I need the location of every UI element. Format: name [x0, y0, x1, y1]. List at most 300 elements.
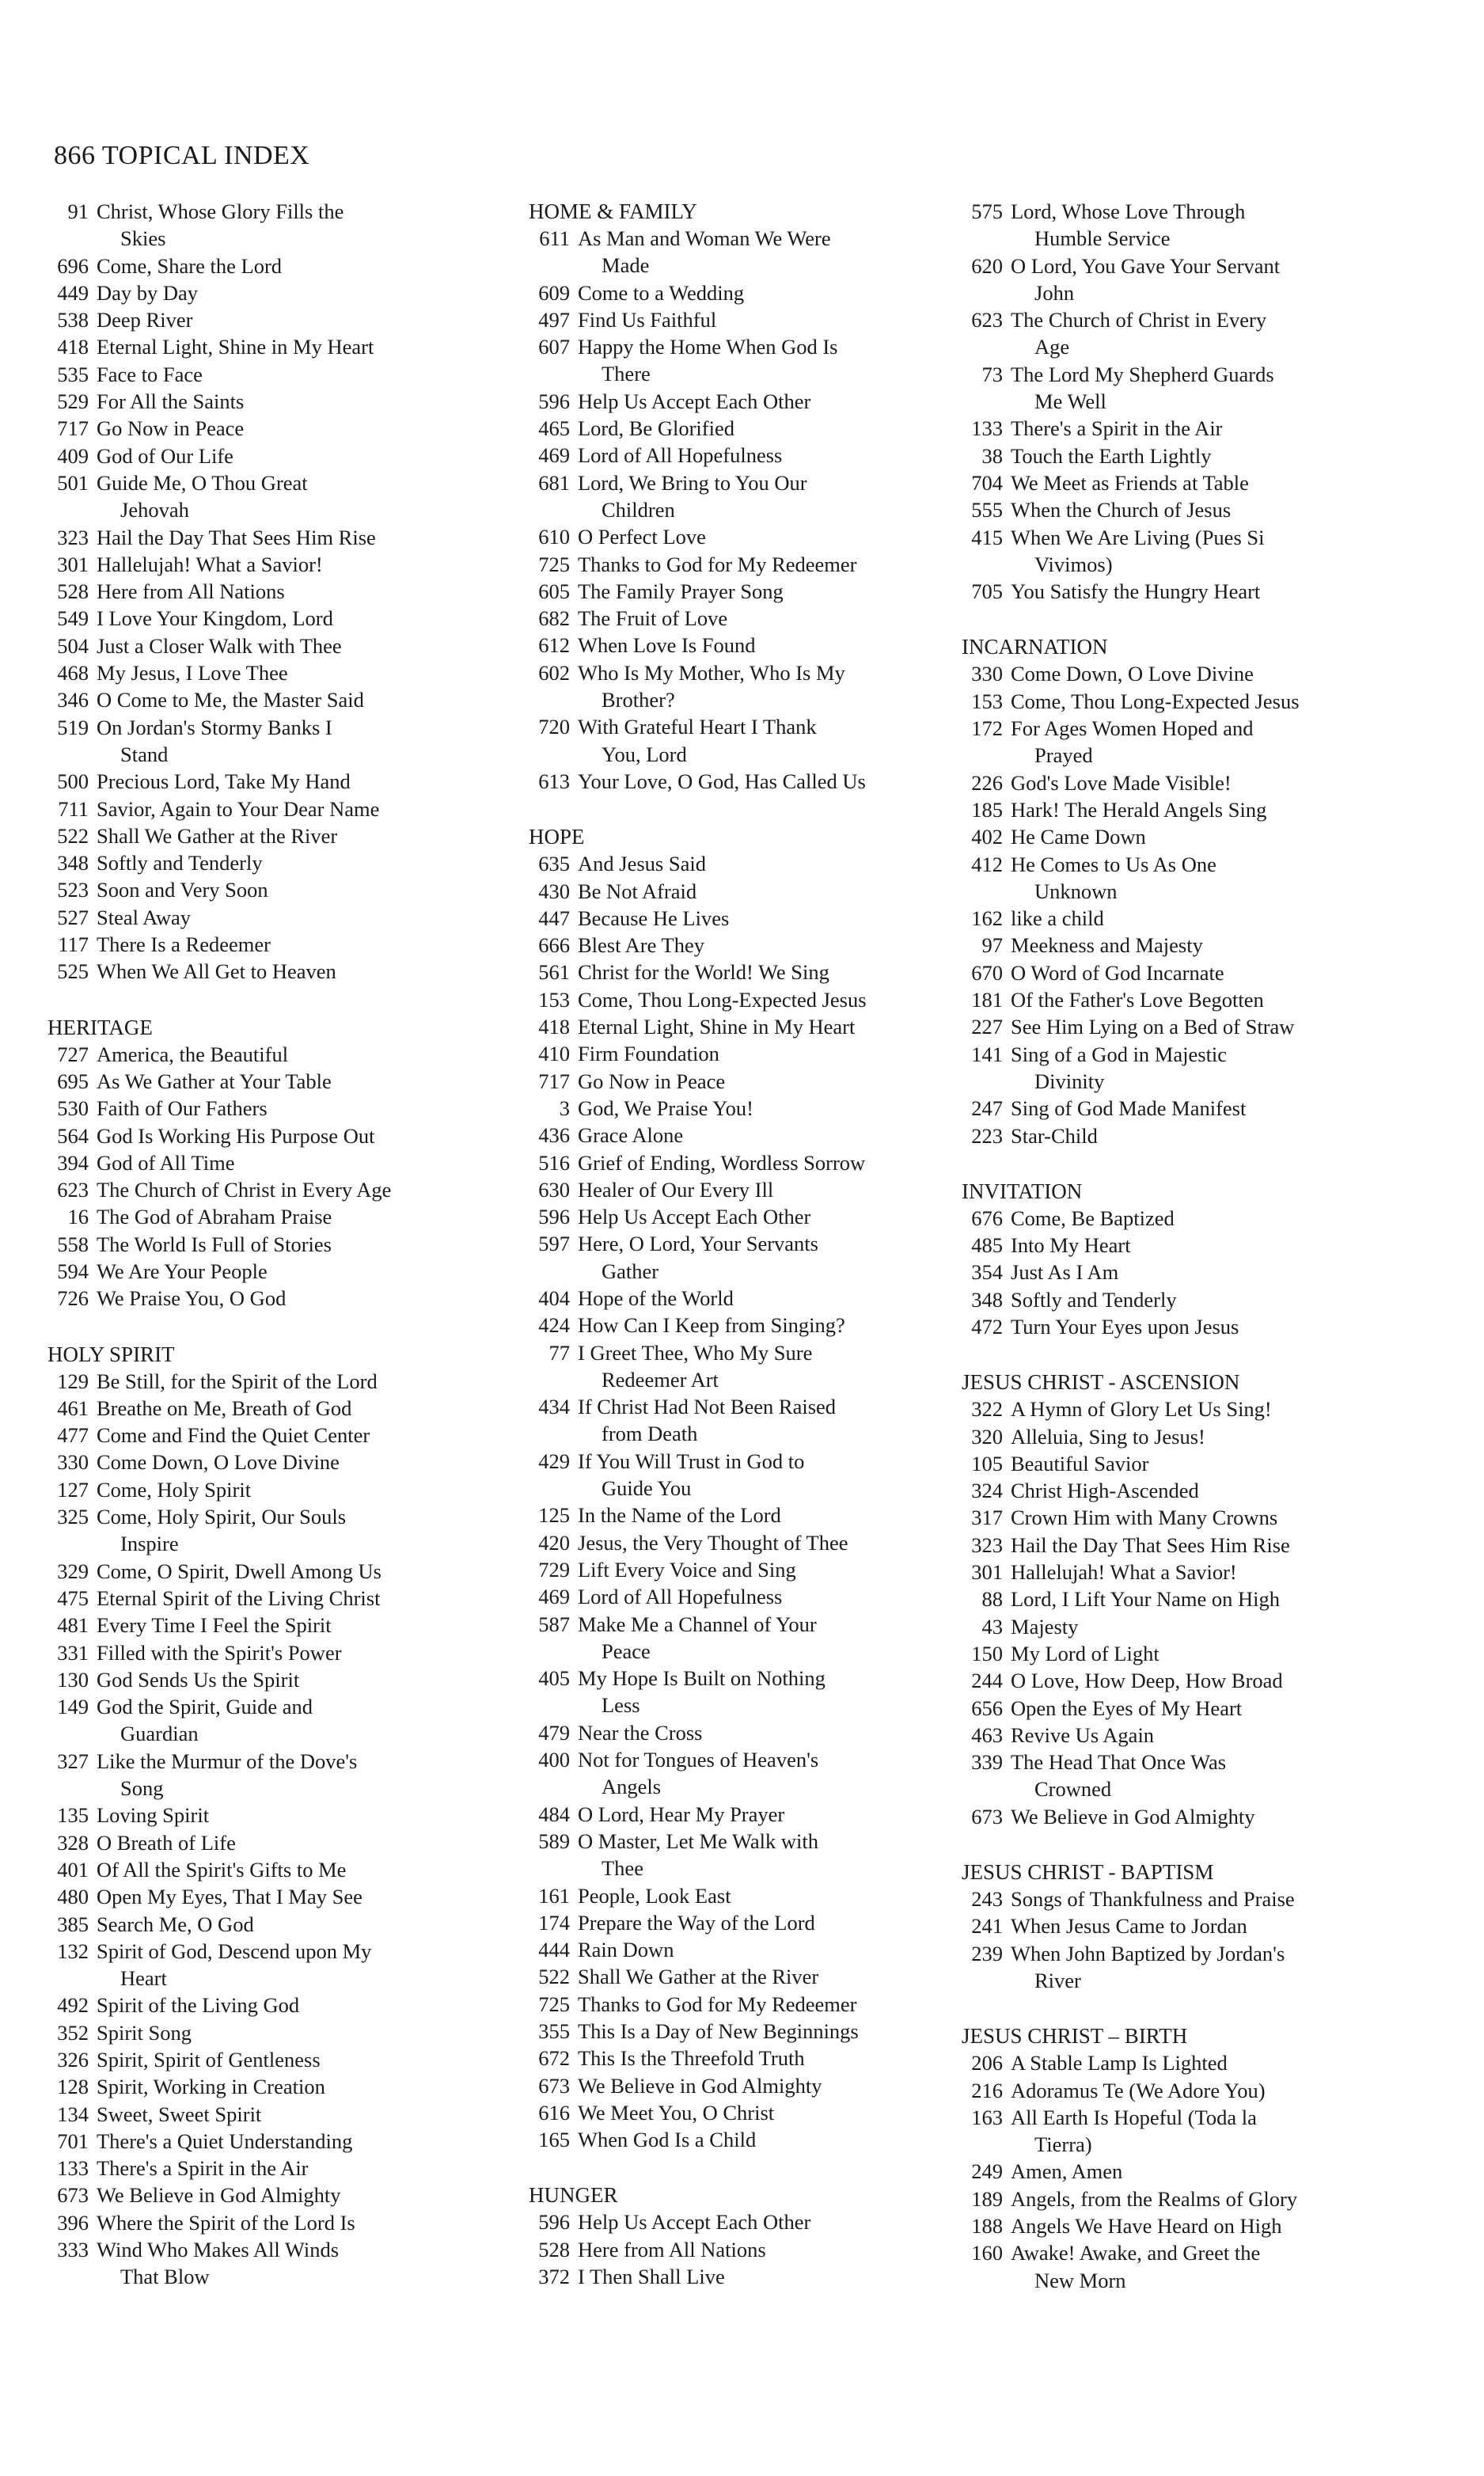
index-entry [962, 1504, 1405, 1531]
page-header [54, 141, 309, 171]
index-section [529, 823, 972, 2153]
index-entry [962, 1695, 1405, 1722]
hymn-title [1011, 905, 1405, 932]
hymn-number: 725 [538, 552, 570, 576]
hymn-number: 704 [971, 470, 1003, 495]
index-entry [529, 1122, 972, 1149]
index-entry [962, 2185, 1405, 2212]
hymn-title-line: Healer of Our Every Ill [578, 1177, 774, 1202]
hymn-title-line: Help Us Accept Each Other [578, 1205, 811, 1229]
hymn-title-line: Meekness and Majesty [1011, 933, 1203, 958]
hymn-title-continuation: Humble Service [1034, 226, 1171, 251]
hymn-title-continuation: Crowned [1034, 1777, 1112, 1802]
hymn-title [578, 1556, 972, 1583]
index-entry [962, 1585, 1405, 1612]
hymn-title-line: Spirit, Spirit of Gentleness [97, 2048, 321, 2072]
hymn-number: 528 [538, 2237, 570, 2261]
hymn-title-line: Soon and Very Soon [97, 878, 268, 902]
hymn-title [1011, 1013, 1405, 1040]
index-entry [529, 1339, 972, 1394]
hymn-title [578, 523, 972, 550]
hymn-title [1011, 578, 1405, 605]
hymn-title-line: Awake! Awake, and Greet the [1011, 2241, 1261, 2265]
hymn-number: 97 [981, 933, 1003, 958]
index-entry [47, 1829, 491, 1856]
hymn-title [578, 1801, 972, 1828]
hymn-title [578, 578, 972, 605]
hymn-title-line: Revive Us Again [1011, 1722, 1155, 1747]
index-entry [962, 496, 1405, 523]
hymn-number: 323 [971, 1532, 1003, 1557]
index-section [962, 1859, 1405, 1994]
hymn-title-continuation: Brother? [602, 688, 675, 712]
hymn-number: 415 [971, 525, 1003, 549]
hymn-title [578, 2072, 972, 2099]
hymn-title [97, 1203, 491, 1230]
hymn-title-continuation: Peace [602, 1639, 651, 1663]
index-entry [47, 605, 491, 632]
hymn-title-line: Come, Thou Long-Expected Jesus [578, 987, 867, 1012]
hymn-number: 73 [981, 362, 1003, 386]
hymn-number: 594 [57, 1259, 89, 1283]
hymn-title-line: Sing of a God in Majestic [1011, 1042, 1228, 1066]
hymn-title-line: Deep River [97, 308, 193, 332]
index-section [962, 1178, 1405, 1340]
hymn-title [1011, 715, 1405, 769]
hymn-title [97, 578, 491, 605]
hymn-title [97, 931, 491, 958]
hymn-number: 329 [57, 1559, 89, 1583]
hymn-title-line: God of All Time [97, 1150, 235, 1175]
index-entry [529, 442, 972, 469]
hymn-title-line: The World Is Full of Stories [97, 1232, 332, 1256]
hymn-title-line: Jesus, the Very Thought of Thee [578, 1530, 848, 1555]
hymn-title [97, 632, 491, 659]
index-entry [962, 1013, 1405, 1040]
hymn-number: 424 [538, 1313, 570, 1338]
hymn-number: 656 [971, 1696, 1003, 1720]
hymn-number: 243 [971, 1887, 1003, 1912]
index-entry [47, 524, 491, 551]
index-entry [47, 1612, 491, 1639]
hymn-number: 477 [57, 1423, 89, 1448]
index-entry [47, 1911, 491, 1938]
hymn-title [578, 768, 972, 795]
hymn-title-line: Christ High-Ascended [1011, 1479, 1199, 1503]
hymn-number: 711 [58, 796, 89, 821]
hymn-number: 535 [57, 362, 89, 386]
index-entry [962, 524, 1405, 579]
hymn-title [97, 1911, 491, 1938]
hymn-title-line: Come, Holy Spirit, Our Souls [97, 1505, 347, 1529]
index-entry [529, 1502, 972, 1529]
index-entry [529, 2236, 972, 2263]
index-column-1 [47, 198, 491, 2319]
hymn-title-line: God's Love Made Visible! [1011, 770, 1232, 795]
hymn-number: 153 [971, 689, 1003, 713]
hymn-title [578, 1095, 972, 1122]
hymn-title-line: We Believe in God Almighty [97, 2183, 341, 2208]
index-entry [529, 1801, 972, 1828]
hymn-title [1011, 524, 1405, 579]
hymn-number: 528 [57, 579, 89, 604]
index-entry [962, 1640, 1405, 1667]
hymn-number: 149 [57, 1695, 89, 1719]
hymn-number: 613 [538, 769, 570, 793]
hymn-number: 355 [538, 2019, 570, 2043]
hymn-title [578, 279, 972, 306]
index-section [47, 198, 491, 985]
hymn-number: 492 [57, 1993, 89, 2018]
index-entry [529, 1040, 972, 1067]
index-entry [529, 1963, 972, 1990]
hymn-title [578, 2263, 972, 2290]
hymn-title [1011, 469, 1405, 496]
hymn-title-line: Thanks to God for My Redeemer [578, 1992, 857, 2016]
hymn-title-line: Come, Holy Spirit [97, 1477, 252, 1502]
hymn-title [97, 1558, 491, 1585]
index-entry [962, 1041, 1405, 1096]
hymn-title [1011, 1912, 1405, 1939]
index-entry [529, 1176, 972, 1203]
hymn-title-line: God Is Working His Purpose Out [97, 1123, 375, 1148]
hymn-title [1011, 1286, 1405, 1313]
hymn-number: 484 [538, 1802, 570, 1826]
hymn-number: 479 [538, 1720, 570, 1745]
hymn-title [578, 713, 972, 768]
hymn-number: 611 [539, 226, 570, 250]
hymn-title-continuation: Tierra) [1034, 2132, 1092, 2157]
hymn-title-line: Lord, Whose Love Through [1011, 199, 1246, 223]
hymn-title-continuation: Prayed [1034, 743, 1093, 768]
hymn-title-line: Come, Share the Lord [97, 253, 283, 278]
index-entry [47, 1666, 491, 1693]
hymn-title-line: With Grateful Heart I Thank [578, 715, 817, 739]
hymn-title-line: Rain Down [578, 1938, 674, 1962]
index-section [529, 2182, 972, 2290]
index-entry [47, 2019, 491, 2046]
hymn-title [97, 958, 491, 985]
hymn-title-continuation: Gather [602, 1259, 659, 1283]
index-entry [529, 959, 972, 985]
hymn-title [1011, 959, 1405, 986]
hymn-title [1011, 253, 1405, 307]
index-entry [47, 2046, 491, 2073]
index-entry [962, 1912, 1405, 1939]
index-entry [962, 715, 1405, 769]
hymn-title [578, 659, 972, 714]
hymn-title [1011, 1423, 1405, 1450]
hymn-title [578, 1882, 972, 1909]
index-entry [962, 415, 1405, 442]
hymn-number: 354 [971, 1260, 1003, 1285]
hymn-title-line: We Meet You, O Christ [578, 2100, 775, 2125]
hymn-title-line: O Breath of Life [97, 1830, 236, 1855]
index-entry [962, 986, 1405, 1013]
hymn-title [578, 388, 972, 415]
index-entry [962, 769, 1405, 796]
hymn-title [578, 605, 972, 632]
index-section [962, 2022, 1405, 2294]
hymn-title-line: Touch the Earth Lightly [1011, 443, 1212, 468]
hymn-number: 162 [971, 906, 1003, 931]
hymn-number: 223 [971, 1123, 1003, 1148]
hymn-title-line: Blest Are They [578, 933, 704, 958]
hymn-number: 696 [57, 253, 89, 278]
index-entry [962, 1259, 1405, 1285]
hymn-title [97, 822, 491, 849]
hymn-title-line: Guide Me, O Thou Great [97, 470, 308, 495]
index-entry [529, 2045, 972, 2072]
hymn-title [97, 2128, 491, 2155]
hymn-title-line: Songs of Thankfulness and Praise [1011, 1887, 1295, 1912]
hymn-number: 160 [971, 2241, 1003, 2265]
hymn-title-line: Just As I Am [1011, 1260, 1119, 1285]
hymn-title [578, 1013, 972, 1040]
index-entry [529, 388, 972, 415]
hymn-title [578, 1230, 972, 1285]
index-entry [529, 1448, 972, 1502]
hymn-title [1011, 2239, 1405, 2294]
hymn-title-line: The Head That Once Was [1011, 1750, 1227, 1775]
hymn-number: 409 [57, 443, 89, 468]
index-entry [962, 253, 1405, 307]
index-entry [47, 1802, 491, 1829]
hymn-title [1011, 442, 1405, 469]
hymn-title [578, 333, 972, 388]
hymn-title-line: I Love Your Kingdom, Lord [97, 606, 333, 631]
index-entry [529, 2126, 972, 2153]
index-entry [47, 1258, 491, 1285]
hymn-number: 128 [57, 2075, 89, 2099]
hymn-title [1011, 1613, 1405, 1640]
hymn-title-line: Faith of Our Fathers [97, 1096, 268, 1121]
hymn-title [97, 1368, 491, 1395]
hymn-title-continuation: Redeemer Art [602, 1367, 719, 1392]
hymn-number: 436 [538, 1123, 570, 1148]
section-heading: INCARNATION [962, 635, 1108, 659]
index-entry [962, 1803, 1405, 1830]
hymn-title [578, 1991, 972, 2018]
hymn-title [578, 2018, 972, 2045]
hymn-title-line: The God of Abraham Praise [97, 1205, 332, 1229]
hymn-number: 616 [538, 2100, 570, 2125]
index-entry [529, 850, 972, 877]
hymn-title [1011, 932, 1405, 959]
hymn-title [1011, 660, 1405, 687]
index-entry [529, 1393, 972, 1448]
index-entry [47, 2236, 491, 2291]
hymn-title [1011, 1095, 1405, 1122]
hymn-title-line: This Is the Threefold Truth [578, 2046, 805, 2071]
hymn-number: 635 [538, 852, 570, 876]
hymn-title [578, 1529, 972, 1556]
hymn-title [97, 796, 491, 822]
index-entry [47, 1748, 491, 1802]
hymn-number: 401 [57, 1857, 89, 1882]
hymn-number: 522 [538, 1965, 570, 1989]
hymn-title-line: When We All Get to Heaven [97, 959, 336, 984]
hymn-title-continuation: That Blow [120, 2265, 210, 2289]
hymn-title-line: Hail the Day That Sees Him Rise [1011, 1532, 1290, 1557]
hymn-number: 630 [538, 1177, 570, 1202]
section-heading: HUNGER [529, 2183, 618, 2208]
hymn-number: 125 [538, 1503, 570, 1528]
hymn-title-line: Come Down, O Love Divine [1011, 662, 1254, 686]
hymn-title-line: As Man and Woman We Were [578, 226, 831, 250]
hymn-title-line: There's a Quiet Understanding [97, 2129, 353, 2153]
index-section [47, 1014, 491, 1312]
hymn-title [97, 686, 491, 713]
hymn-title-line: A Hymn of Glory Let Us Sing! [1011, 1397, 1272, 1422]
hymn-title [578, 306, 972, 333]
index-entry [47, 1122, 491, 1149]
hymn-title [578, 878, 972, 905]
hymn-title [578, 415, 972, 442]
hymn-title [97, 1748, 491, 1802]
hymn-title [578, 932, 972, 959]
hymn-title [1011, 1477, 1405, 1504]
index-entry [529, 333, 972, 388]
hymn-number: 346 [57, 688, 89, 712]
index-entry [47, 931, 491, 958]
hymn-number: 38 [981, 443, 1003, 468]
hymn-title-line: When We Are Living (Pues Si [1011, 525, 1265, 549]
hymn-title [1011, 1585, 1405, 1612]
hymn-number: 501 [57, 470, 89, 495]
index-entry [47, 198, 491, 253]
hymn-number: 527 [57, 905, 89, 929]
index-entry [529, 1991, 972, 2018]
hymn-title [1011, 2104, 1405, 2159]
index-entry [529, 1149, 972, 1176]
hymn-title-line: O Master, Let Me Walk with [578, 1829, 818, 1853]
hymn-number: 602 [538, 660, 570, 685]
hymn-number: 726 [57, 1286, 89, 1311]
index-entry [47, 1639, 491, 1666]
section-heading: HERITAGE [47, 1015, 153, 1039]
hymn-number: 132 [57, 1939, 89, 1963]
index-entry [529, 1936, 972, 1963]
hymn-number: 404 [538, 1285, 570, 1310]
index-entry [962, 2239, 1405, 2294]
index-entry [529, 578, 972, 605]
hymn-title-line: Softly and Tenderly [97, 851, 263, 875]
index-entry [47, 1558, 491, 1585]
hymn-number: 91 [67, 199, 89, 223]
index-entry [47, 1938, 491, 1992]
hymn-number: 394 [57, 1150, 89, 1175]
hymn-title [1011, 2185, 1405, 2212]
hymn-number: 481 [57, 1613, 89, 1638]
hymn-title-line: Here, O Lord, Your Servants [578, 1232, 818, 1256]
index-entry [47, 632, 491, 659]
index-entry [962, 688, 1405, 715]
hymn-number: 465 [538, 416, 570, 441]
hymn-number: 185 [971, 797, 1003, 822]
hymn-title-line: Wind Who Makes All Winds [97, 2238, 340, 2262]
hymn-title [1011, 1232, 1405, 1259]
hymn-number: 188 [971, 2214, 1003, 2238]
index-entry [47, 2128, 491, 2155]
hymn-title [97, 1666, 491, 1693]
index-entry [962, 1450, 1405, 1477]
hymn-title [97, 1231, 491, 1258]
hymn-title-line: Who Is My Mother, Who Is My [578, 660, 845, 685]
hymn-title [578, 1719, 972, 1746]
hymn-title-line: Hallelujah! What a Savior! [97, 552, 323, 576]
index-entry [529, 1719, 972, 1746]
hymn-title-line: God of Our Life [97, 443, 233, 468]
index-entry [47, 2209, 491, 2236]
index-entry [962, 1205, 1405, 1232]
index-column-2 [529, 198, 972, 2318]
hymn-number: 589 [538, 1829, 570, 1853]
hymn-title-line: Find Us Faithful [578, 307, 717, 332]
hymn-title-line: O Love, How Deep, How Broad [1011, 1669, 1283, 1693]
hymn-title-line: Loving Spirit [97, 1803, 210, 1828]
hymn-number: 317 [971, 1506, 1003, 1530]
index-entry [529, 605, 972, 632]
hymn-title [97, 2209, 491, 2236]
hymn-number: 596 [538, 2210, 570, 2235]
hymn-number: 189 [971, 2186, 1003, 2211]
index-entry [962, 2104, 1405, 2159]
hymn-title-line: God the Spirit, Guide and [97, 1695, 313, 1719]
hymn-number: 150 [971, 1641, 1003, 1665]
index-entry [47, 253, 491, 279]
hymn-title [97, 1938, 491, 1992]
hymn-number: 670 [971, 960, 1003, 985]
hymn-number: 372 [538, 2265, 570, 2289]
hymn-title-line: We Believe in God Almighty [578, 2073, 822, 2098]
index-entry [962, 1559, 1405, 1585]
hymn-title [1011, 1450, 1405, 1477]
hymn-title [97, 198, 491, 253]
hymn-number: 43 [981, 1614, 1003, 1639]
hymn-number: 352 [57, 2020, 89, 2045]
hymn-title-line: See Him Lying on a Bed of Straw [1011, 1015, 1295, 1039]
hymn-title-continuation: Stand [120, 742, 169, 766]
index-entry [47, 958, 491, 985]
hymn-title-line: Of All the Spirit's Gifts to Me [97, 1857, 347, 1882]
index-entry [47, 1285, 491, 1312]
hymn-title [97, 2155, 491, 2182]
hymn-title [97, 1149, 491, 1176]
hymn-title-line: Lord, I Lift Your Name on High [1011, 1587, 1281, 1612]
page-number: 866 [54, 141, 96, 170]
hymn-title-line: Amen, Amen [1011, 2159, 1123, 2184]
hymn-title-line: When the Church of Jesus [1011, 498, 1232, 522]
index-entry [529, 1583, 972, 1610]
index-entry [47, 442, 491, 469]
hymn-title-line: Here from All Nations [578, 2237, 766, 2261]
index-entry [962, 1940, 1405, 1995]
hymn-title [97, 1693, 491, 1748]
hymn-title [578, 1665, 972, 1719]
hymn-title-line: God, We Praise You! [578, 1096, 753, 1120]
hymn-title [1011, 1640, 1405, 1667]
hymn-number: 333 [57, 2238, 89, 2262]
hymn-title-line: The Family Prayer Song [578, 579, 784, 603]
hymn-title-line: People, Look East [578, 1883, 731, 1908]
hymn-title [97, 279, 491, 306]
hymn-title-line: Filled with the Spirit's Power [97, 1640, 342, 1665]
hymn-title [97, 2073, 491, 2100]
hymn-number: 105 [971, 1451, 1003, 1475]
hymn-number: 701 [57, 2129, 89, 2153]
hymn-title-line: Eternal Light, Shine in My Heart [97, 335, 374, 359]
